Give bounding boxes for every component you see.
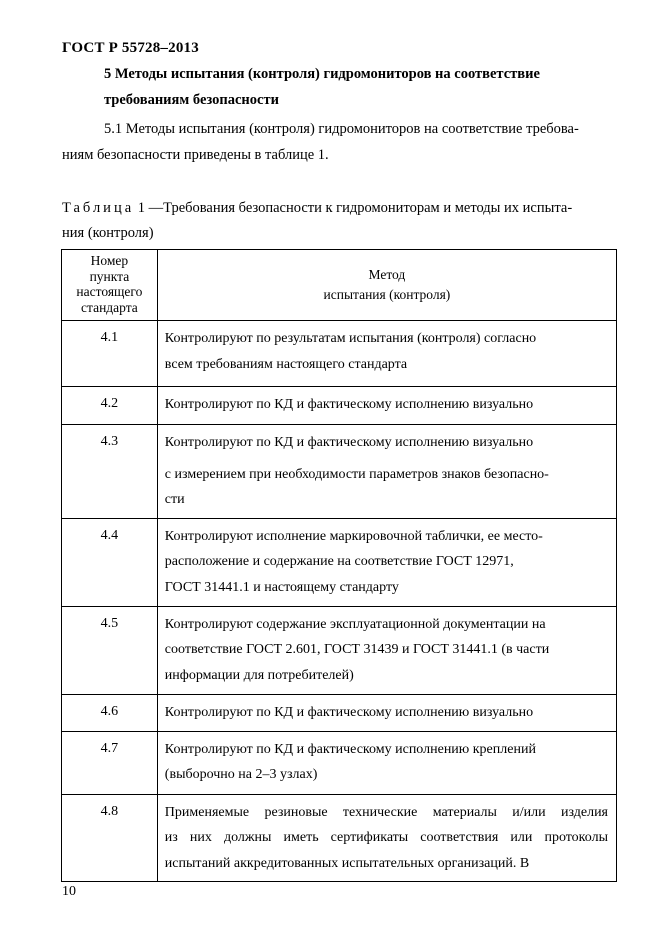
header-clause-line: Номер (90, 253, 129, 268)
document-standard-id: ГОСТ Р 55728–2013 (62, 40, 199, 56)
table-caption-prefix: Таблица (62, 200, 135, 216)
row-text-line: Контролируют по КД и фактическому исполнению визуально (164, 397, 534, 412)
header-test-method (157, 250, 616, 321)
table-row (62, 425, 617, 519)
row-text-line: ГОСТ 31441.1 и настоящему стандарту (164, 579, 399, 595)
row-text-line: информации для потребителей) (164, 667, 354, 683)
row-text-line: расположение и содержание на соответствие ГОСТ 12971, (164, 554, 514, 569)
section-title-line-1: 5 Методы испытания (контроля) гидромониторов на соответствие (104, 66, 540, 82)
row-clause-number: 4.3 (62, 425, 158, 519)
row-method-text (157, 387, 616, 425)
table-row (62, 794, 617, 882)
row-clause-number: 4.7 (62, 731, 158, 794)
header-method-line: Метод (368, 267, 406, 282)
table-row (62, 731, 617, 794)
table-row (62, 518, 617, 606)
row-clause-number: 4.6 (62, 694, 158, 731)
paragraph-5-1-line-2: ниям безопасности приведены в таблице 1. (62, 147, 329, 163)
row-method-text (157, 694, 616, 731)
header-clause-line: стандарта (81, 299, 138, 315)
table-row (62, 321, 617, 387)
row-clause-number: 4.1 (62, 321, 158, 387)
header-method-line: испытания (контроля) (323, 287, 451, 302)
row-text-line: Контролируют по КД и фактическому исполнению визуально (164, 435, 534, 450)
row-clause-number: 4.8 (62, 794, 158, 882)
row-text-line: Контролируют содержание эксплуатационной документации на (164, 616, 546, 632)
row-clause-number: 4.5 (62, 606, 158, 694)
row-text-line: соответствие ГОСТ 2.601, ГОСТ 31439 и ГОСТ 31441.1 (в части (164, 642, 550, 657)
row-clause-number: 4.4 (62, 518, 158, 606)
table-row (62, 694, 617, 731)
row-clause-number: 4.2 (62, 387, 158, 425)
row-text-line: Контролируют по КД и фактическому исполнению визуально (164, 704, 534, 720)
row-text-line: всем требованиям настоящего стандарта (164, 356, 408, 372)
requirements-table (61, 249, 617, 882)
header-clause-line: пункта (89, 268, 130, 284)
header-clause-number (62, 250, 158, 321)
row-method-text (157, 606, 616, 694)
table-header-row (62, 250, 617, 321)
row-text-line: с измерением при необходимости параметров знаков безопасно- (164, 466, 549, 482)
row-method-text (157, 425, 616, 519)
row-text-line: сти (164, 492, 185, 507)
table-caption-line-2: ния (контроля) (62, 225, 154, 241)
row-method-text (157, 794, 616, 882)
row-text-line: испытаний аккредитованных испытательных организаций. В (164, 855, 530, 871)
page-number: 10 (62, 884, 76, 899)
table-caption (62, 196, 614, 246)
row-text-line: Контролируют исполнение маркировочной таблички, ее место- (164, 528, 543, 544)
table-caption-line-1: 1 —Требования безопасности к гидромониторам и методы их испыта- (134, 200, 573, 216)
row-text-line: Контролируют по КД и фактическому исполнению креплений (164, 741, 536, 757)
row-text-line: из них должны иметь сертификаты соответствия или протоколы (164, 830, 608, 845)
row-method-text (157, 321, 616, 387)
row-text-line: Применяемые резиновые технические материалы и/или изделия (164, 804, 608, 820)
row-method-text (157, 731, 616, 794)
table-row (62, 606, 617, 694)
paragraph-5-1-line-1: 5.1 Методы испытания (контроля) гидромониторов на соответствие требова- (104, 121, 579, 137)
row-method-text (157, 518, 616, 606)
table-row (62, 387, 617, 425)
row-text-line: Контролируют по результатам испытания (контроля) согласно (164, 331, 537, 346)
section-title-line-2: требованиям безопасности (104, 92, 279, 108)
row-text-line: (выборочно на 2–3 узлах) (164, 767, 318, 782)
header-clause-line: настоящего (76, 284, 143, 299)
